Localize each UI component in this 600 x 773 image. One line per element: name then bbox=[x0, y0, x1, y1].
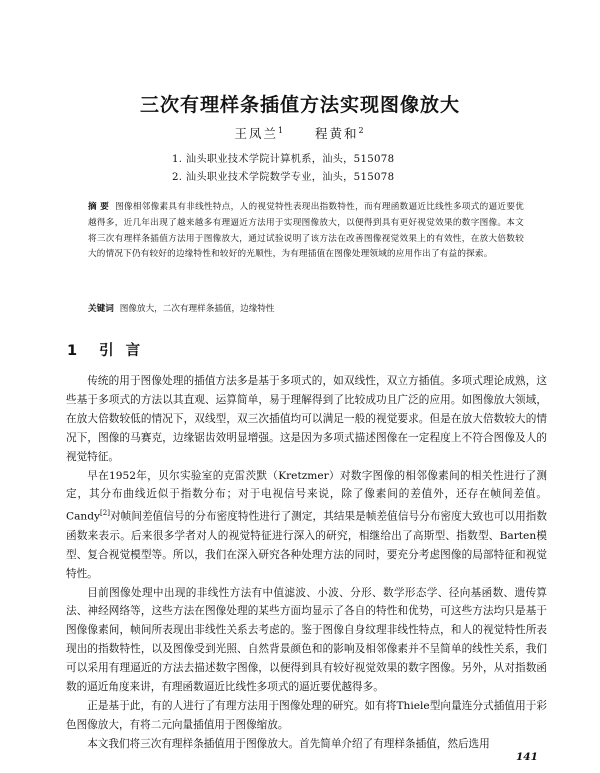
affiliation-1: 1. 汕头职业技术学院计算机系，汕头，515078 bbox=[172, 154, 395, 165]
abstract-block bbox=[88, 200, 524, 263]
paragraph bbox=[66, 467, 547, 584]
paragraph: 传统的用于图像处理的插值方法多是基于多项式的，如双线性，双立方插值。多项式理论成熟，这些基于多项式的方法以其直观、运算简单，易于理解得到了比较成功且广泛的应用。如图像放大领域，在放大倍数较低的情况下，双线型，双三次插值均可以满足一般的视觉要求。但是在放大倍数较大的情况下，图像的马赛克，边缘锯齿效明显增强。这是因为多项式描述图像在一定程度上不符合图像及人的视觉特征。 bbox=[66, 375, 547, 463]
abstract-label: 摘 要 bbox=[88, 202, 110, 212]
authors-line bbox=[0, 124, 600, 142]
paper-title: 三次有理样条插值方法实现图像放大 bbox=[139, 94, 460, 116]
paragraph-text: 对帧间差值信号的分布密度特性进行了测定，其结果是帧差值信号分布密度大致也可以用指数函数来表示。后来很多学者对人的视觉特征进行深入的研究，相继给出了高斯型、指数型、Barten模型、复合视觉模型等。所以，我们在深入研究各种处理方法的同时，要充分考虑图像的局部特征和视觉特性。 bbox=[66, 510, 547, 580]
citation-mark: [2] bbox=[100, 509, 110, 518]
keywords-label: 关键词 bbox=[88, 304, 114, 314]
author-name: 程黄和 bbox=[314, 126, 359, 141]
author-name: 王凤兰 bbox=[234, 126, 278, 141]
abstract-text: 图像相邻像素具有非线性特点，人的视觉特性表现出指数特性，而有理函数逼近比线性多项式的逼近要优越得多，近几年出现了越来越多有理逼近方法用于实现图像放大，以便得到具有更好视觉效果的数字图像。本文将三次有理样条插值方法用于图像放大，通过试验说明了该方法在改善图像视觉效果上的有效性，在放大倍数较大的情况下仍有较好的边缘特性和较好的光顺性，为有理插值在图像处理领域的应用作出了有益的探索。 bbox=[88, 202, 525, 260]
page-number: 141 bbox=[516, 751, 538, 763]
section-title: 引言 bbox=[99, 343, 153, 359]
author-affil-mark: 1 bbox=[277, 125, 286, 135]
paragraph-text: 早在1952年，贝尔实验室的克雷茨默（Kretzmer）对数字图像的相邻像素间的相关性进行了测定，其分布曲线近似于指数分布；对于电视信号来说，除了像素间的差值外，还存在帧间差值。Candy bbox=[66, 469, 547, 523]
paragraph: 正是基于此，有的人进行了有理方法用于图像处理的研究。如有将Thiele型向量连分式插值用于彩色图像放大，有将二元向量插值用于图像缩放。 bbox=[66, 699, 547, 731]
affiliation-2: 2. 汕头职业技术学院数学专业，汕头，515078 bbox=[172, 172, 395, 183]
section-heading bbox=[67, 339, 152, 360]
author-affil-mark: 2 bbox=[358, 125, 366, 135]
paragraph: 目前图像处理中出现的非线性方法有中值滤波、小波、分形、数学形态学、径向基函数、遗传算法、神经网络等，这些方法在图像处理的某些方面均显示了各自的特性和优势，可这些方法均只是基于图像像素间，帧间所表现出非线性关系去考虑的。鉴于图像自身纹理非线性特点，和人的视觉特性所表现出的指数特性，以及图像受到光照、自然背景颜色和的影响及相邻像素并不呈简单的线性关系，我们可以采用有理逼近的方法去描述数字图像，以便得到具有较好视觉效果的数字图像。另外，从对指数函数的逼近角度来讲，有理函数逼近比线性多项式的逼近要优越得多。 bbox=[66, 586, 547, 694]
section-number: 1 bbox=[67, 343, 78, 359]
body-text bbox=[66, 372, 547, 754]
keywords-block bbox=[88, 302, 524, 314]
paragraph: 本文我们将三次有理样条插值用于图像放大。首先简单介绍了有理样条插值，然后选用 bbox=[87, 737, 490, 750]
keywords-text: 图像放大，二次有理样条插值，边缘特性 bbox=[119, 304, 275, 314]
